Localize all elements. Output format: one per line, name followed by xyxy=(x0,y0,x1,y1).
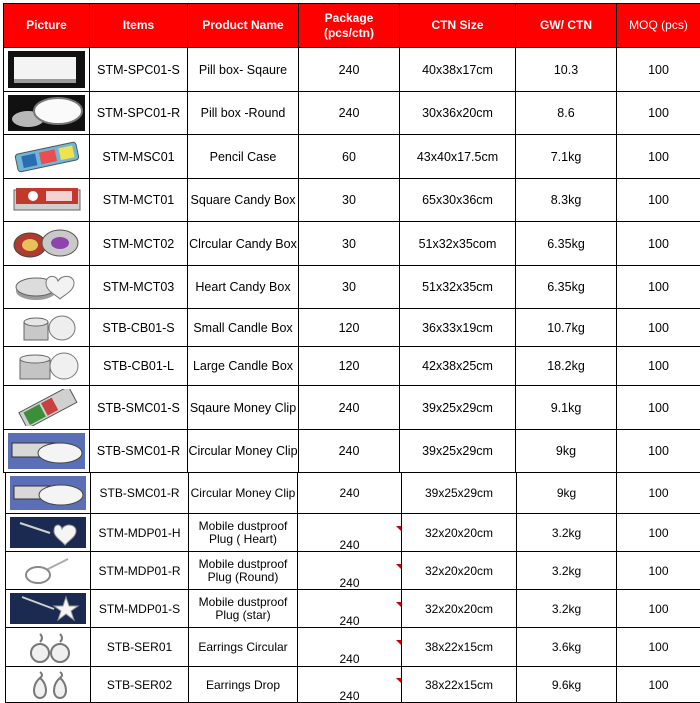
header-package: Package (pcs/ctn) xyxy=(299,4,400,48)
item-code: STM-SPC01-R xyxy=(90,92,188,135)
item-code: STB-CB01-S xyxy=(90,309,188,347)
package-qty-value: 240 xyxy=(339,538,359,552)
drop-earrings-icon xyxy=(10,670,86,699)
table-row xyxy=(4,92,700,135)
ctn-size: 32x20x20cm xyxy=(402,514,517,552)
product-name: Large Candle Box xyxy=(188,347,299,386)
table-row xyxy=(6,473,700,514)
small-candle-box-icon xyxy=(8,312,85,343)
gw-ctn: 6.35kg xyxy=(516,266,617,309)
moq: 100 xyxy=(617,590,700,628)
package-qty xyxy=(298,552,402,590)
gw-ctn: 3.2kg xyxy=(517,590,617,628)
package-qty-value: 240 xyxy=(339,576,359,590)
product-name: Mobile dustproof Plug (star) xyxy=(189,590,298,628)
comment-marker xyxy=(396,678,401,683)
product-picture xyxy=(4,222,90,266)
moq: 100 xyxy=(617,514,700,552)
circular-money-clip-icon xyxy=(10,476,86,510)
ctn-size: 40x38x17cm xyxy=(400,48,516,92)
item-code: STM-MCT01 xyxy=(90,179,188,222)
product-picture xyxy=(4,92,90,135)
circular-money-clip-icon xyxy=(8,433,85,469)
comment-marker xyxy=(396,602,401,607)
package-qty-value: 240 xyxy=(339,689,359,703)
product-name: Mobile dustproof Plug ( Heart) xyxy=(189,514,298,552)
star-dustproof-plug-icon xyxy=(10,593,86,624)
item-code: STB-CB01-L xyxy=(90,347,188,386)
header-product-name: Product Name xyxy=(188,4,299,48)
moq: 100 xyxy=(617,430,700,473)
table-row xyxy=(6,552,700,590)
moq: 100 xyxy=(617,309,700,347)
product-picture xyxy=(4,309,90,347)
header-moq: MOQ (pcs) xyxy=(617,4,700,48)
ctn-size: 51x32x35com xyxy=(400,222,516,266)
ctn-size: 32x20x20cm xyxy=(402,552,517,590)
header-ctn-size: CTN Size xyxy=(400,4,516,48)
item-code: STM-MDP01-H xyxy=(91,514,189,552)
moq: 100 xyxy=(617,135,700,179)
moq: 100 xyxy=(617,48,700,92)
gw-ctn: 8.3kg xyxy=(516,179,617,222)
comment-marker xyxy=(396,564,401,569)
circular-earrings-icon xyxy=(10,631,86,663)
product-picture xyxy=(6,667,91,703)
package-qty: 30 xyxy=(299,266,400,309)
product-picture xyxy=(4,347,90,386)
product-table-continued xyxy=(5,472,700,703)
gw-ctn: 8.6 xyxy=(516,92,617,135)
table-row xyxy=(4,430,700,473)
ctn-size: 39x25x29cm xyxy=(402,473,517,514)
product-name: Pill box- Sqaure xyxy=(188,48,299,92)
package-qty: 120 xyxy=(299,347,400,386)
table-row xyxy=(4,347,700,386)
product-table-main xyxy=(3,3,700,473)
product-name: Small Candle Box xyxy=(188,309,299,347)
circular-candy-box-icon xyxy=(8,225,85,262)
product-name: Earrings Circular xyxy=(189,628,298,667)
gw-ctn: 9kg xyxy=(517,473,617,514)
gw-ctn: 9.1kg xyxy=(516,386,617,430)
ctn-size: 30x36x20cm xyxy=(400,92,516,135)
item-code: STB-SER02 xyxy=(91,667,189,703)
product-picture xyxy=(4,48,90,92)
product-picture xyxy=(4,266,90,309)
product-picture xyxy=(6,590,91,628)
gw-ctn: 9kg xyxy=(516,430,617,473)
package-qty xyxy=(298,628,402,667)
product-picture xyxy=(4,179,90,222)
product-name: Circular Money Clip xyxy=(188,430,299,473)
product-name: Heart Candy Box xyxy=(188,266,299,309)
table-row xyxy=(4,222,700,266)
round-pill-box-icon xyxy=(8,95,85,131)
table-row xyxy=(4,135,700,179)
product-picture xyxy=(4,386,90,430)
package-qty: 240 xyxy=(299,48,400,92)
item-code: STM-MDP01-S xyxy=(91,590,189,628)
package-qty: 240 xyxy=(299,92,400,135)
table-row xyxy=(6,590,700,628)
gw-ctn: 6.35kg xyxy=(516,222,617,266)
ctn-size: 51x32x35cm xyxy=(400,266,516,309)
header-row xyxy=(4,4,700,48)
product-picture xyxy=(6,514,91,552)
gw-ctn: 9.6kg xyxy=(517,667,617,703)
package-qty-value: 240 xyxy=(339,614,359,628)
moq: 100 xyxy=(617,347,700,386)
product-name: Earrings Drop xyxy=(189,667,298,703)
gw-ctn: 3.2kg xyxy=(517,552,617,590)
item-code: STM-MCT02 xyxy=(90,222,188,266)
square-money-clip-icon xyxy=(8,389,85,426)
moq: 100 xyxy=(617,266,700,309)
moq: 100 xyxy=(617,667,700,703)
item-code: STM-SPC01-S xyxy=(90,48,188,92)
gw-ctn: 7.1kg xyxy=(516,135,617,179)
heart-candy-box-icon xyxy=(8,269,85,305)
ctn-size: 43x40x17.5cm xyxy=(400,135,516,179)
moq: 100 xyxy=(617,552,700,590)
item-code: STB-SMC01-R xyxy=(91,473,189,514)
square-candy-box-icon xyxy=(8,182,85,218)
moq: 100 xyxy=(617,92,700,135)
moq: 100 xyxy=(617,179,700,222)
item-code: STB-SMC01-S xyxy=(90,386,188,430)
product-picture xyxy=(4,135,90,179)
package-qty: 240 xyxy=(299,430,400,473)
square-pill-box-icon xyxy=(8,51,85,88)
item-code: STM-MDP01-R xyxy=(91,552,189,590)
gw-ctn: 10.3 xyxy=(516,48,617,92)
package-qty-value: 240 xyxy=(339,652,359,666)
package-qty xyxy=(298,590,402,628)
table-row xyxy=(4,386,700,430)
gw-ctn: 3.6kg xyxy=(517,628,617,667)
table-row xyxy=(6,514,700,552)
package-qty xyxy=(298,514,402,552)
header-gw-ctn: GW/ CTN xyxy=(516,4,617,48)
large-candle-box-icon xyxy=(8,350,85,382)
ctn-size: 36x33x19cm xyxy=(400,309,516,347)
package-qty: 30 xyxy=(299,222,400,266)
ctn-size: 42x38x25cm xyxy=(400,347,516,386)
product-name: Sqaure Money Clip xyxy=(188,386,299,430)
item-code: STB-SMC01-R xyxy=(90,430,188,473)
item-code: STB-SER01 xyxy=(91,628,189,667)
package-qty: 60 xyxy=(299,135,400,179)
table-row xyxy=(6,667,700,703)
package-qty: 120 xyxy=(299,309,400,347)
ctn-size: 39x25x29cm xyxy=(400,386,516,430)
product-name: Circular Money Clip xyxy=(189,473,298,514)
product-picture xyxy=(6,473,91,514)
gw-ctn: 18.2kg xyxy=(516,347,617,386)
package-qty: 240 xyxy=(298,473,402,514)
round-dustproof-plug-icon xyxy=(10,555,86,586)
product-name: Square Candy Box xyxy=(188,179,299,222)
product-name: Pill box -Round xyxy=(188,92,299,135)
header-items: Items xyxy=(90,4,188,48)
item-code: STM-MCT03 xyxy=(90,266,188,309)
table-row xyxy=(4,48,700,92)
moq: 100 xyxy=(617,222,700,266)
gw-ctn: 10.7kg xyxy=(516,309,617,347)
ctn-size: 39x25x29cm xyxy=(400,430,516,473)
table-row xyxy=(4,309,700,347)
product-picture xyxy=(6,628,91,667)
gw-ctn: 3.2kg xyxy=(517,514,617,552)
product-picture xyxy=(4,430,90,473)
product-picture xyxy=(6,552,91,590)
table-row xyxy=(4,266,700,309)
moq: 100 xyxy=(617,628,700,667)
product-name: Pencil Case xyxy=(188,135,299,179)
comment-marker xyxy=(396,640,401,645)
comment-marker xyxy=(396,526,401,531)
table-row xyxy=(6,628,700,667)
ctn-size: 32x20x20cm xyxy=(402,590,517,628)
moq: 100 xyxy=(617,386,700,430)
table-row xyxy=(4,179,700,222)
ctn-size: 65x30x36cm xyxy=(400,179,516,222)
item-code: STM-MSC01 xyxy=(90,135,188,179)
product-name: Mobile dustproof Plug (Round) xyxy=(189,552,298,590)
moq: 100 xyxy=(617,473,700,514)
package-qty: 30 xyxy=(299,179,400,222)
heart-dustproof-plug-icon xyxy=(10,517,86,548)
header-picture: Picture xyxy=(4,4,90,48)
ctn-size: 38x22x15cm xyxy=(402,628,517,667)
package-qty xyxy=(298,667,402,703)
product-name: Clrcular Candy Box xyxy=(188,222,299,266)
pencil-case-icon xyxy=(8,138,85,175)
package-qty: 240 xyxy=(299,386,400,430)
ctn-size: 38x22x15cm xyxy=(402,667,517,703)
